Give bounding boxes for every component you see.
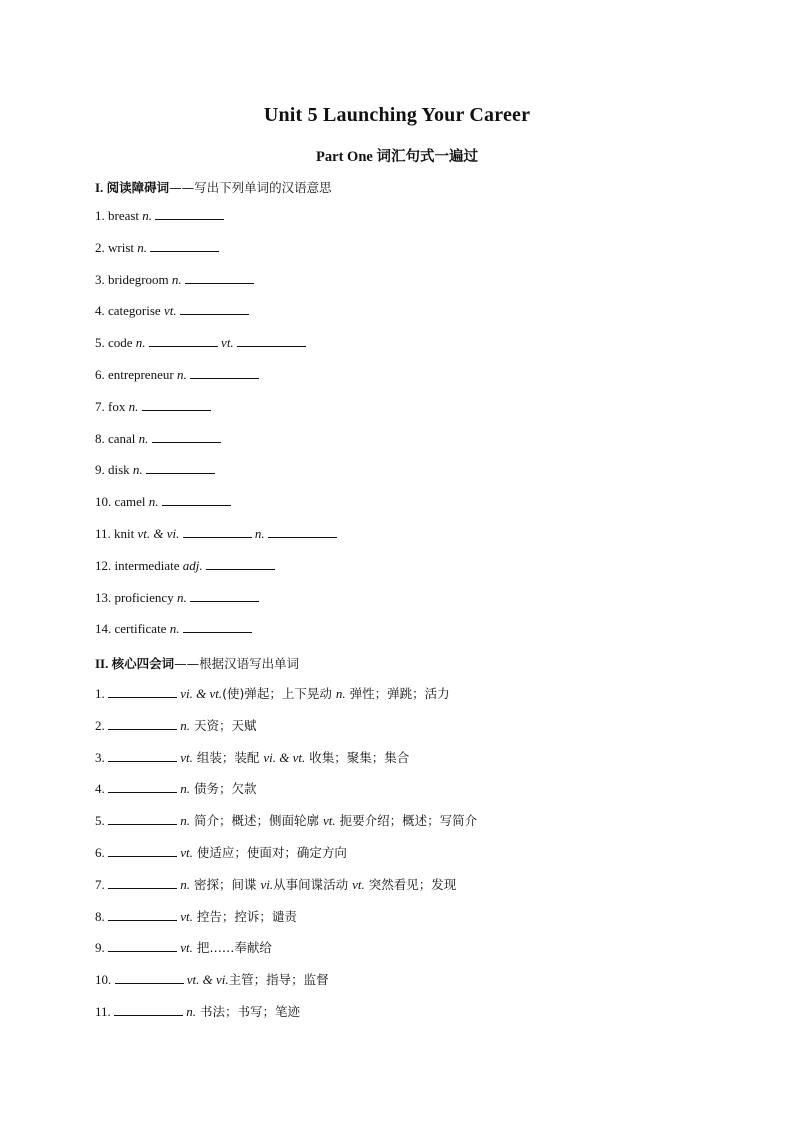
section-1-title: 阅读障碍词	[106, 180, 170, 195]
definition: 债务；欠款	[190, 781, 257, 797]
section-2-title: 核心四会词	[111, 656, 175, 671]
item-number: 9.	[95, 940, 108, 956]
item-number: 2.	[95, 717, 108, 733]
answer-blank[interactable]	[108, 940, 177, 952]
answer-blank[interactable]	[162, 494, 231, 506]
answer-blank[interactable]	[108, 813, 177, 825]
item-number: 8.	[95, 908, 108, 924]
item-number: 12.	[95, 557, 115, 573]
part-of-speech: vt. & vi.	[186, 972, 229, 988]
item-word: entrepreneur	[108, 367, 177, 382]
part-of-speech: vt.	[221, 335, 237, 351]
vocab-item	[95, 813, 477, 829]
part-of-speech: vt.	[163, 303, 180, 319]
vocab-item	[95, 272, 254, 288]
part-of-speech: n.	[176, 367, 190, 382]
item-word: categorise	[108, 303, 164, 319]
section-1-instruction: ——写出下列单词的汉语意思	[169, 180, 332, 195]
part-of-speech: n.	[138, 430, 152, 446]
item-word: canal	[108, 430, 139, 446]
section-1-heading	[95, 178, 332, 196]
vocab-item	[95, 431, 221, 447]
vocab-item	[95, 972, 329, 988]
item-number: 11.	[95, 526, 115, 541]
definition: 书法；书写；笔迹	[196, 1004, 301, 1019]
item-word: camel	[114, 494, 149, 510]
item-number: 2.	[95, 239, 108, 255]
item-number: 10.	[95, 494, 115, 510]
part-of-speech: adj.	[182, 557, 206, 573]
item-number: 5.	[95, 813, 108, 829]
section-2-heading	[95, 654, 299, 672]
vocab-item	[95, 621, 252, 637]
answer-blank[interactable]	[108, 781, 177, 793]
vocab-item	[95, 335, 306, 351]
part-of-speech: n.	[254, 526, 268, 541]
vocab-item	[95, 781, 256, 797]
vocab-item	[95, 909, 297, 925]
answer-blank[interactable]	[185, 272, 254, 284]
vocab-item	[95, 686, 450, 702]
item-number: 4.	[95, 303, 108, 319]
answer-blank[interactable]	[152, 431, 221, 443]
answer-blank[interactable]	[155, 208, 224, 220]
answer-blank[interactable]	[190, 367, 259, 379]
vocab-item	[95, 750, 409, 766]
item-number: 11.	[95, 1004, 115, 1019]
definition: 天资；天赋	[190, 717, 257, 733]
part-of-speech: vi. & vt.	[180, 686, 223, 701]
item-number: 7.	[95, 876, 108, 892]
part-of-speech: vt. & vi.	[137, 526, 183, 541]
vocab-item	[95, 718, 256, 734]
answer-blank[interactable]	[108, 750, 177, 762]
answer-blank[interactable]	[180, 303, 249, 315]
part-of-speech: vt.	[322, 813, 336, 829]
part-of-speech: vt.	[180, 940, 193, 956]
part-of-speech: vt.	[352, 876, 365, 892]
section-1-number: I.	[95, 180, 104, 195]
answer-blank[interactable]	[190, 590, 259, 602]
item-word: knit	[114, 526, 138, 541]
vocab-item	[95, 940, 272, 956]
answer-blank[interactable]	[237, 335, 306, 347]
page-title: Unit 5 Launching Your Career	[263, 104, 531, 126]
definition: 弹性；弹跳；活力	[345, 686, 450, 701]
definition: 突然看见；发现	[364, 876, 457, 892]
vocab-item	[95, 208, 224, 224]
answer-blank[interactable]	[183, 621, 252, 633]
item-number: 8.	[95, 430, 108, 446]
vocab-item	[95, 462, 215, 478]
vocab-item	[95, 399, 211, 415]
definition: 主管；指导；监督	[228, 972, 329, 988]
part-of-speech: n.	[171, 271, 185, 287]
answer-blank[interactable]	[108, 686, 177, 698]
definition: 密探；间谍	[190, 876, 261, 892]
answer-blank[interactable]	[108, 909, 177, 921]
page-subtitle: Part One 词汇句式一遍过	[316, 149, 478, 165]
definition: 控告；控诉；谴责	[192, 908, 297, 924]
part-of-speech: n.	[180, 813, 190, 829]
item-number: 5.	[95, 335, 108, 351]
item-number: 3.	[95, 749, 108, 765]
definition: 把……奉献给	[192, 940, 272, 956]
answer-blank[interactable]	[206, 558, 275, 570]
definition: 从事间谍活动	[273, 876, 353, 892]
part-of-speech: vi.	[260, 876, 274, 892]
vocab-item	[95, 1004, 300, 1020]
part-of-speech: n.	[132, 462, 146, 478]
part-of-speech: n.	[335, 686, 346, 701]
answer-blank[interactable]	[149, 335, 218, 347]
answer-blank[interactable]	[108, 718, 177, 730]
answer-blank[interactable]	[142, 399, 211, 411]
item-number: 9.	[95, 462, 108, 478]
part-of-speech: n.	[137, 239, 151, 255]
vocab-item	[95, 526, 337, 542]
vocab-item	[95, 303, 249, 319]
vocab-item	[95, 558, 275, 574]
item-word: proficiency	[114, 589, 177, 605]
answer-blank[interactable]	[115, 972, 184, 984]
part-of-speech: vt.	[180, 845, 193, 860]
answer-blank[interactable]	[114, 1004, 183, 1016]
item-number: 10.	[95, 972, 115, 988]
item-number: 6.	[95, 367, 108, 382]
part-of-speech: vi. & vt.	[263, 749, 306, 765]
item-number: 3.	[95, 271, 108, 287]
part-of-speech: vt.	[180, 749, 193, 765]
part-of-speech: n.	[128, 398, 142, 414]
definition: 使适应；使面对；确定方向	[192, 845, 347, 860]
definition: 扼要介绍；概述；写简介	[335, 813, 478, 829]
answer-blank[interactable]	[150, 240, 219, 252]
item-number: 7.	[95, 398, 108, 414]
item-word: wrist	[108, 239, 138, 255]
definition: 收集；聚集；集合	[305, 749, 410, 765]
definition: 组装；装配	[192, 749, 264, 765]
vocab-item	[95, 494, 231, 510]
part-of-speech: n.	[148, 494, 162, 510]
item-word: certificate	[114, 621, 170, 637]
section-2-instruction: ——根据汉语写出单词	[174, 656, 300, 671]
item-number: 13.	[95, 589, 115, 605]
answer-blank[interactable]	[146, 462, 215, 474]
vocab-item	[95, 240, 219, 256]
vocab-item	[95, 877, 456, 893]
vocab-item	[95, 367, 259, 383]
part-of-speech: n.	[169, 621, 183, 637]
item-word: intermediate	[114, 557, 183, 573]
part-of-speech: n.	[142, 208, 156, 223]
answer-blank[interactable]	[108, 877, 177, 889]
part-of-speech: n.	[180, 717, 190, 733]
definition: (使)弹起；上下晃动	[222, 686, 336, 701]
part-of-speech: n.	[180, 781, 190, 797]
definition: 简介；概述；侧面轮廓	[190, 813, 323, 829]
answer-blank[interactable]	[183, 526, 252, 538]
item-word: disk	[108, 462, 133, 478]
item-number: 4.	[95, 781, 108, 797]
item-number: 6.	[95, 845, 108, 860]
part-of-speech: n.	[135, 335, 149, 351]
answer-blank[interactable]	[268, 526, 337, 538]
part-of-speech: n.	[176, 589, 190, 605]
part-of-speech: n.	[180, 876, 190, 892]
item-word: code	[108, 335, 136, 351]
item-number: 1.	[95, 686, 108, 701]
part-of-speech: vt.	[180, 908, 193, 924]
part-of-speech: n.	[186, 1004, 197, 1019]
answer-blank[interactable]	[108, 845, 177, 857]
vocab-item	[95, 845, 347, 861]
item-word: bridegroom	[108, 271, 172, 287]
item-number: 1.	[95, 208, 108, 223]
item-number: 14.	[95, 621, 115, 637]
vocab-item	[95, 590, 259, 606]
section-2-number: II.	[95, 656, 109, 671]
item-word: breast	[108, 208, 143, 223]
item-word: fox	[108, 398, 129, 414]
